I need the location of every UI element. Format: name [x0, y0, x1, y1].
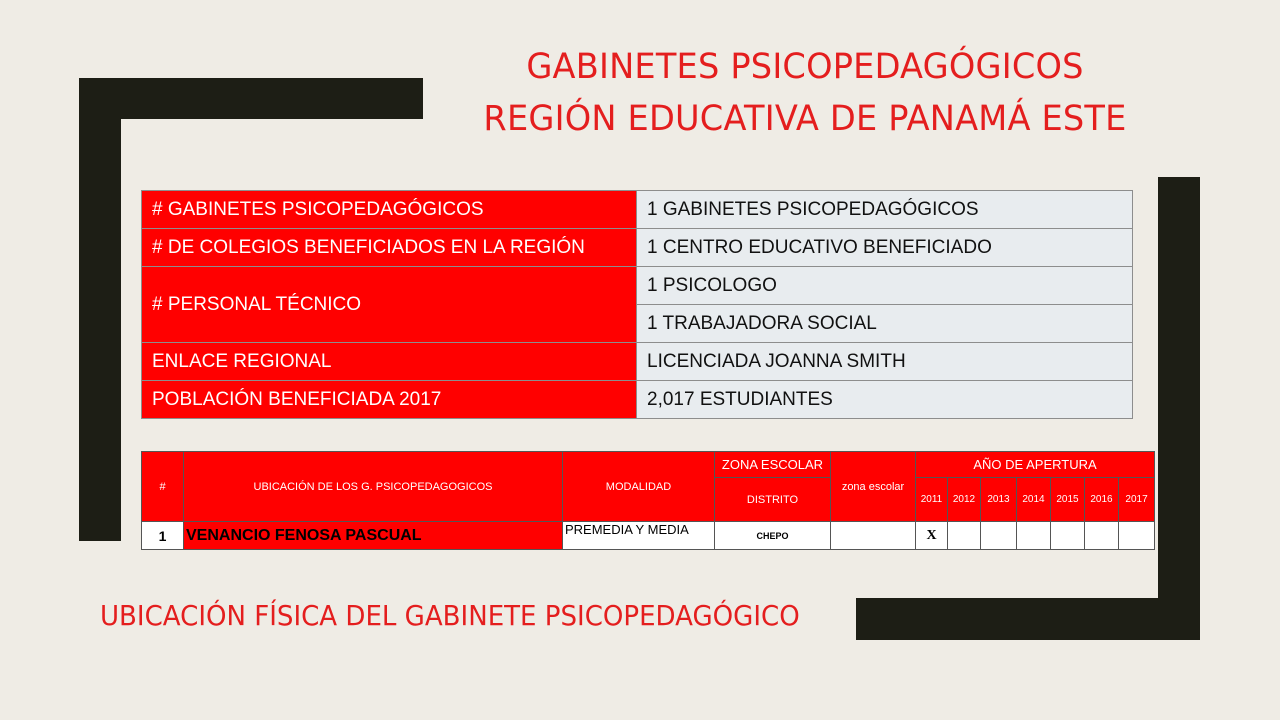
frame-bar-left	[79, 78, 121, 541]
year-mark	[1119, 522, 1155, 550]
header-ubicacion: UBICACIÓN DE LOS G. PSICOPEDAGOGICOS	[184, 452, 563, 522]
colegios-label: # DE COLEGIOS BENEFICIADOS EN LA REGIÓN	[142, 229, 637, 267]
header-year: 2012	[948, 478, 981, 522]
section-subtitle: UBICACIÓN FÍSICA DEL GABINETE PSICOPEDAGÓGICO	[100, 599, 800, 632]
header-num: #	[142, 452, 184, 522]
header-distrito: DISTRITO	[715, 478, 831, 522]
frame-bar-right	[1158, 177, 1200, 640]
header-zona-escolar-lower: zona escolar	[831, 452, 916, 522]
enlace-label: ENLACE REGIONAL	[142, 343, 637, 381]
header-year: 2011	[916, 478, 948, 522]
location-table	[141, 451, 1155, 550]
header-year: 2013	[981, 478, 1017, 522]
year-mark	[948, 522, 981, 550]
school-name: VENANCIO FENOSA PASCUAL	[184, 522, 563, 550]
enlace-value: LICENCIADA JOANNA SMITH	[637, 343, 1133, 381]
table-row	[142, 267, 1133, 305]
year-mark	[981, 522, 1017, 550]
personal-value-psicologo: 1 PSICOLOGO	[637, 267, 1133, 305]
page-title-line1: GABINETES PSICOPEDAGÓGICOS	[526, 47, 1084, 87]
personal-value-trabajadora: 1 TRABAJADORA SOCIAL	[637, 305, 1133, 343]
year-mark	[1051, 522, 1085, 550]
year-mark	[1085, 522, 1119, 550]
table-row	[142, 191, 1133, 229]
table-row	[142, 229, 1133, 267]
table-row	[142, 522, 1155, 550]
distrito-value: CHEPO	[715, 522, 831, 550]
row-number: 1	[142, 522, 184, 550]
table-header-row	[142, 452, 1155, 478]
header-zona-escolar: ZONA ESCOLAR	[715, 452, 831, 478]
header-year: 2014	[1017, 478, 1051, 522]
colegios-value: 1 CENTRO EDUCATIVO BENEFICIADO	[637, 229, 1133, 267]
page-title-line2: REGIÓN EDUCATIVA DE PANAMÁ ESTE	[483, 99, 1127, 139]
header-ano-apertura: AÑO DE APERTURA	[916, 452, 1155, 478]
header-year: 2017	[1119, 478, 1155, 522]
frame-bar-bottom-right	[856, 598, 1200, 640]
year-mark: X	[916, 522, 948, 550]
gabinetes-value: 1 GABINETES PSICOPEDAGÓGICOS	[637, 191, 1133, 229]
gabinetes-label: # GABINETES PSICOPEDAGÓGICOS	[142, 191, 637, 229]
header-modalidad: MODALIDAD	[563, 452, 715, 522]
header-year: 2015	[1051, 478, 1085, 522]
zona-value	[831, 522, 916, 550]
personal-label: # PERSONAL TÉCNICO	[142, 267, 637, 343]
header-year: 2016	[1085, 478, 1119, 522]
table-row	[142, 381, 1133, 419]
modalidad-value: PREMEDIA Y MEDIA	[563, 522, 715, 550]
summary-table	[141, 190, 1133, 419]
year-mark	[1017, 522, 1051, 550]
table-row	[142, 343, 1133, 381]
frame-bar-top-left	[79, 78, 423, 119]
poblacion-label: POBLACIÓN BENEFICIADA 2017	[142, 381, 637, 419]
poblacion-value: 2,017 ESTUDIANTES	[637, 381, 1133, 419]
